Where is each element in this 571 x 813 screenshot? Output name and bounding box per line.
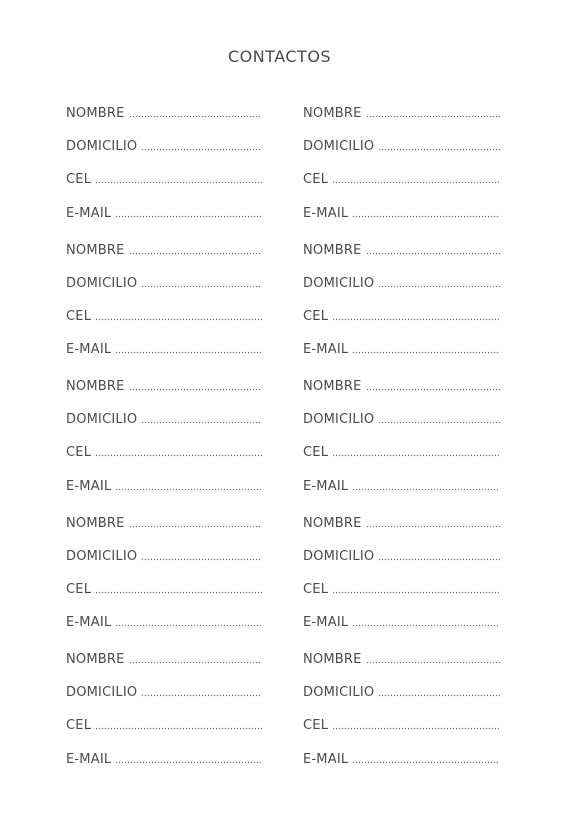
- contact-entry: [303, 514, 500, 651]
- address-label: DOMICILIO: [303, 685, 375, 701]
- phone-row: [303, 443, 500, 476]
- name-row: [303, 104, 500, 137]
- name-label: NOMBRE: [66, 515, 125, 531]
- phone-fill-line[interactable]: [95, 443, 262, 457]
- address-row: [66, 683, 262, 716]
- email-label: E-MAIL: [303, 751, 349, 767]
- address-fill-line[interactable]: [378, 683, 500, 697]
- address-row: [303, 410, 500, 443]
- name-fill-line[interactable]: [129, 241, 262, 255]
- contacts-column-right: [303, 104, 500, 787]
- name-label: NOMBRE: [303, 106, 362, 121]
- phone-label: CEL: [303, 308, 329, 324]
- phone-fill-line[interactable]: [332, 443, 500, 457]
- email-fill-line[interactable]: [115, 340, 262, 354]
- contact-entry: [66, 241, 262, 378]
- email-row: [66, 750, 262, 783]
- phone-row: [66, 307, 262, 340]
- email-label: E-MAIL: [66, 751, 112, 767]
- address-row: [66, 410, 262, 443]
- name-fill-line[interactable]: [129, 514, 262, 528]
- name-fill-line[interactable]: [129, 104, 262, 118]
- address-row: [303, 547, 500, 580]
- name-row: [66, 377, 262, 410]
- name-fill-line[interactable]: [129, 377, 262, 391]
- phone-fill-line[interactable]: [95, 580, 262, 594]
- name-row: [66, 104, 262, 137]
- contact-entry: [66, 514, 262, 651]
- email-label: E-MAIL: [66, 205, 112, 221]
- email-fill-line[interactable]: [115, 204, 262, 218]
- contact-entry: [303, 650, 500, 787]
- name-row: [66, 650, 262, 683]
- email-row: [66, 204, 262, 237]
- phone-row: [66, 443, 262, 476]
- phone-row: [303, 307, 500, 340]
- address-fill-line[interactable]: [378, 410, 500, 424]
- phone-label: CEL: [303, 581, 329, 597]
- phone-label: CEL: [66, 308, 92, 324]
- address-fill-line[interactable]: [141, 410, 262, 424]
- contact-entry: [66, 650, 262, 787]
- address-row: [66, 547, 262, 580]
- name-fill-line[interactable]: [366, 104, 500, 118]
- address-label: DOMICILIO: [303, 412, 375, 428]
- email-label: E-MAIL: [303, 205, 349, 221]
- phone-fill-line[interactable]: [95, 307, 262, 321]
- phone-fill-line[interactable]: [332, 716, 500, 730]
- phone-fill-line[interactable]: [332, 307, 500, 321]
- contact-entry: [303, 241, 500, 378]
- address-fill-line[interactable]: [141, 547, 262, 561]
- contact-entry: [303, 377, 500, 514]
- email-label: E-MAIL: [303, 478, 349, 494]
- address-label: DOMICILIO: [66, 685, 138, 701]
- email-row: [66, 613, 262, 646]
- email-fill-line[interactable]: [115, 750, 262, 764]
- name-row: [303, 377, 500, 410]
- name-row: [66, 514, 262, 547]
- email-label: E-MAIL: [66, 615, 112, 631]
- email-fill-line[interactable]: [115, 613, 262, 627]
- phone-label: CEL: [303, 445, 329, 461]
- phone-row: [303, 170, 500, 203]
- email-row: [303, 204, 500, 237]
- phone-row: [303, 716, 500, 749]
- name-label: NOMBRE: [66, 652, 125, 667]
- name-fill-line[interactable]: [129, 650, 262, 664]
- phone-row: [66, 580, 262, 613]
- name-fill-line[interactable]: [366, 514, 500, 528]
- contact-entry: [66, 377, 262, 514]
- phone-fill-line[interactable]: [332, 170, 500, 184]
- email-row: [303, 340, 500, 373]
- name-label: NOMBRE: [303, 652, 362, 667]
- email-row: [66, 477, 262, 510]
- email-label: E-MAIL: [66, 478, 112, 494]
- address-label: DOMICILIO: [66, 548, 138, 564]
- address-fill-line[interactable]: [378, 274, 500, 288]
- email-fill-line[interactable]: [352, 204, 500, 218]
- phone-label: CEL: [66, 718, 92, 734]
- email-fill-line[interactable]: [352, 750, 500, 764]
- phone-fill-line[interactable]: [95, 170, 262, 184]
- name-row: [303, 241, 500, 274]
- address-label: DOMICILIO: [66, 275, 138, 291]
- email-label: E-MAIL: [66, 342, 112, 358]
- page-title: CONTACTOS: [227, 47, 332, 66]
- phone-row: [66, 716, 262, 749]
- address-row: [66, 274, 262, 307]
- name-label: NOMBRE: [66, 106, 125, 121]
- address-row: [303, 683, 500, 716]
- phone-label: CEL: [66, 445, 92, 461]
- email-fill-line[interactable]: [352, 340, 500, 354]
- name-row: [303, 650, 500, 683]
- address-label: DOMICILIO: [303, 548, 375, 564]
- name-fill-line[interactable]: [366, 650, 500, 664]
- address-fill-line[interactable]: [141, 137, 262, 151]
- address-label: DOMICILIO: [66, 139, 138, 155]
- phone-row: [303, 580, 500, 613]
- name-label: NOMBRE: [303, 379, 362, 394]
- address-row: [303, 274, 500, 307]
- address-row: [303, 137, 500, 170]
- address-label: DOMICILIO: [66, 412, 138, 428]
- email-label: E-MAIL: [303, 615, 349, 631]
- address-row: [66, 137, 262, 170]
- phone-label: CEL: [66, 172, 92, 188]
- address-fill-line[interactable]: [141, 683, 262, 697]
- email-label: E-MAIL: [303, 342, 349, 358]
- contact-entry: [66, 104, 262, 241]
- email-row: [303, 750, 500, 783]
- name-label: NOMBRE: [66, 242, 125, 258]
- phone-label: CEL: [66, 581, 92, 597]
- phone-fill-line[interactable]: [332, 580, 500, 594]
- name-row: [66, 241, 262, 274]
- phone-fill-line[interactable]: [95, 716, 262, 730]
- address-fill-line[interactable]: [378, 547, 500, 561]
- name-fill-line[interactable]: [366, 241, 500, 255]
- email-fill-line[interactable]: [352, 613, 500, 627]
- address-label: DOMICILIO: [303, 275, 375, 291]
- contact-entry: [303, 104, 500, 241]
- email-row: [303, 477, 500, 510]
- email-row: [66, 340, 262, 373]
- name-label: NOMBRE: [303, 515, 362, 531]
- name-label: NOMBRE: [303, 242, 362, 258]
- phone-label: CEL: [303, 718, 329, 734]
- phone-row: [66, 170, 262, 203]
- address-fill-line[interactable]: [141, 274, 262, 288]
- name-row: [303, 514, 500, 547]
- address-label: DOMICILIO: [303, 139, 375, 155]
- phone-label: CEL: [303, 172, 329, 188]
- name-label: NOMBRE: [66, 379, 125, 394]
- contacts-column-left: [66, 104, 262, 787]
- email-row: [303, 613, 500, 646]
- email-fill-line[interactable]: [352, 477, 500, 491]
- email-fill-line[interactable]: [115, 477, 262, 491]
- address-fill-line[interactable]: [378, 137, 500, 151]
- name-fill-line[interactable]: [366, 377, 500, 391]
